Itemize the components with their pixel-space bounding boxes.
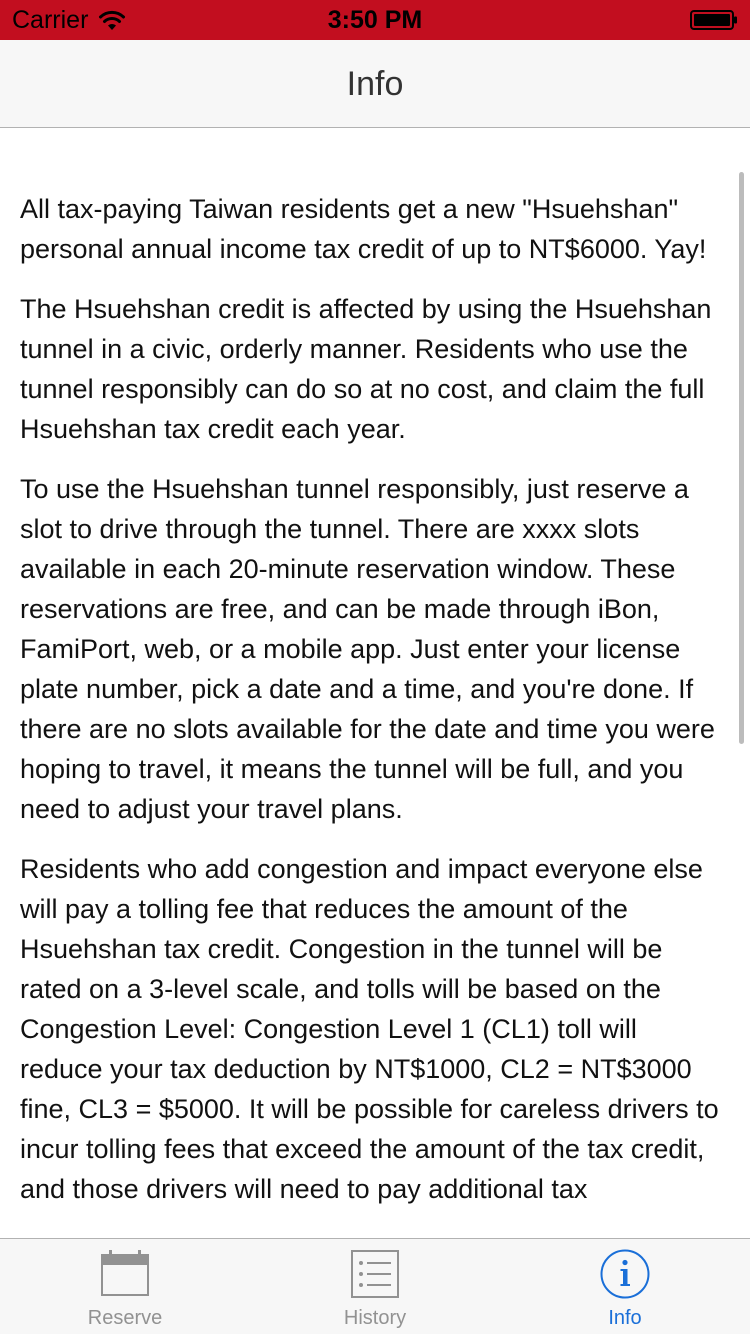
info-icon [600,1249,650,1299]
battery-icon [690,10,738,30]
tab-bar [0,1238,750,1334]
info-text-body [20,189,725,1229]
scroll-indicator[interactable] [739,172,744,744]
info-content-scroll[interactable] [0,128,750,1238]
carrier-label: Carrier [12,6,89,34]
paragraph: All tax-paying Taiwan residents get a new "Hsuehshan" personal annual income tax credit of up to NT$6000. Yay! [20,194,707,264]
status-time: 3:50 PM [327,6,423,34]
paragraph: The Hsuehshan credit is affected by using the Hsuehshan tunnel in a civic, orderly manner. Residents who use the tunnel responsibly can do so at no cost, and claim the full Hsuehshan tax credit each year. [20,294,712,444]
tab-label-reserve: Reserve [87,1307,163,1329]
tab-label-history: History [343,1307,407,1329]
status-bar [0,0,750,40]
list-icon [350,1249,400,1299]
tab-history[interactable] [250,1239,500,1334]
paragraph: Residents who add congestion and impact everyone else will pay a tolling fee that reduces the amount of the Hsuehshan tax credit. Congestion in the tunnel will be rated on a 3-level scale, and tolls will be based on the Congestion Level: Congestion Level 1 (CL1) toll will reduce your tax deduction by NT$1000, CL2 = NT$3000 fine, CL3 = $5000. It will be possible for careless drivers to incur tolling fees that exceed the amount of the tax credit, and those drivers will need to pay additional tax [20,854,719,1204]
tab-label-info: Info [608,1307,642,1329]
tab-info[interactable] [500,1239,750,1334]
calendar-icon [100,1249,150,1299]
tab-reserve[interactable] [0,1239,250,1334]
page-title: Info [346,65,404,103]
navigation-bar [0,40,750,128]
paragraph: To use the Hsuehshan tunnel responsibly, just reserve a slot to drive through the tunnel. There are xxxx slots available in each 20-minute reservation window. These reservations are free, and can be made through iBon, FamiPort, web, or a mobile app. Just enter your license plate number, pick a date and a time, and you're done. If there are no slots available for the date and time you were hoping to travel, it means the tunnel will be full, and you need to adjust your travel plans. [20,474,715,824]
